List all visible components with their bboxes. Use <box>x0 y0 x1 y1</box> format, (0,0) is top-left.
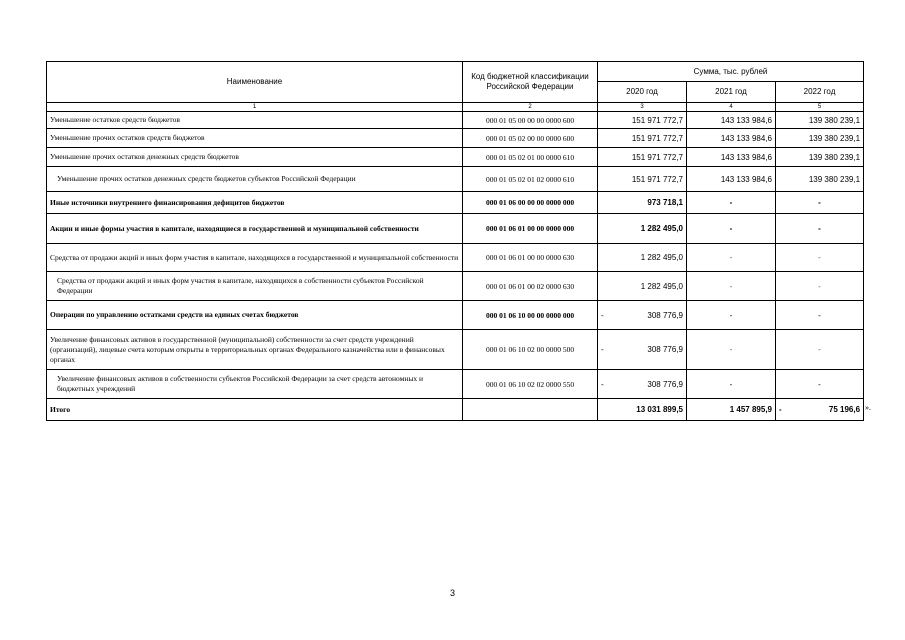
page-number: 3 <box>449 588 455 598</box>
table-row <box>47 330 864 370</box>
column-number: 1 <box>47 103 463 112</box>
column-numbers-row <box>47 103 864 112</box>
total-2020: 13 031 899,5 <box>598 399 687 421</box>
row-code: 000 01 06 10 02 00 0000 500 <box>463 330 598 370</box>
value-2022: - <box>776 330 864 370</box>
total-2022 <box>776 399 864 421</box>
row-name: Увеличение финансовых активов в собственности субъектов Российской Федерации за счет средств автономных и бюджетных учреждений <box>47 370 463 399</box>
value-2020: 1 282 495,0 <box>598 272 687 301</box>
row-code: 000 01 06 01 00 00 0000 630 <box>463 244 598 272</box>
value-2021: - <box>687 272 776 301</box>
row-code: 000 01 06 00 00 00 0000 000 <box>463 192 598 214</box>
minus-sign: - <box>601 379 604 389</box>
value-2021: 143 133 984,6 <box>687 129 776 148</box>
row-code: 000 01 05 02 00 00 0000 600 <box>463 129 598 148</box>
value-2020: 1 282 495,0 <box>598 214 687 244</box>
value-2020: 973 718,1 <box>598 192 687 214</box>
row-name: Иные источники внутреннего финансирования дефицитов бюджетов <box>47 192 463 214</box>
value-2022: - <box>776 214 864 244</box>
header-year-2022: 2022 год <box>776 82 864 103</box>
row-name: Средства от продажи акций и иных форм участия в капитале, находящихся в государственной и муниципальной собственности <box>47 244 463 272</box>
value-2022: 139 380 239,1 <box>776 129 864 148</box>
row-code: 000 01 05 02 01 00 0000 610 <box>463 148 598 167</box>
row-code: 000 01 06 01 00 02 0000 630 <box>463 272 598 301</box>
column-number: 5 <box>776 103 864 112</box>
value-2022: 139 380 239,1 <box>776 167 864 192</box>
value-2022: - <box>776 301 864 330</box>
header-year-2021: 2021 год <box>687 82 776 103</box>
header-code: Код бюджетной классификации Российской Федерации <box>463 62 598 103</box>
header-name: Наименование <box>47 62 463 103</box>
table-row <box>47 370 864 399</box>
value-2021: - <box>687 192 776 214</box>
value-number: 75 196,6 <box>828 405 861 414</box>
minus-sign: - <box>779 405 782 414</box>
total-label: Итого <box>47 399 463 421</box>
value-2020: 151 971 772,7 <box>598 129 687 148</box>
row-code: 000 01 06 10 00 00 0000 000 <box>463 301 598 330</box>
value-2020: 151 971 772,7 <box>598 148 687 167</box>
table-row <box>47 301 864 330</box>
value-2020 <box>598 370 687 399</box>
row-name: Акции и иные формы участия в капитале, находящиеся в государственной и муниципальной собственности <box>47 214 463 244</box>
value-2020: 151 971 772,7 <box>598 167 687 192</box>
row-code: 000 01 06 10 02 02 0000 550 <box>463 370 598 399</box>
header-year-2020: 2020 год <box>598 82 687 103</box>
minus-sign: - <box>601 345 604 354</box>
row-name: Средства от продажи акций и иных форм участия в капитале, находящихся в собственности субъектов Российской Федерации <box>47 272 463 301</box>
total-row <box>47 399 864 421</box>
value-2022: - <box>776 370 864 399</box>
sources-financing-table <box>46 61 864 421</box>
table-row <box>47 167 864 192</box>
value-2021: 143 133 984,6 <box>687 148 776 167</box>
value-2022: - <box>776 244 864 272</box>
value-2022: 139 380 239,1 <box>776 112 864 129</box>
table-row <box>47 129 864 148</box>
row-name: Уменьшение прочих остатков денежных средств бюджетов субъектов Российской Федерации <box>47 167 463 192</box>
value-2020 <box>598 301 687 330</box>
closing-quote-mark: ». <box>865 403 871 412</box>
minus-sign: - <box>601 310 604 320</box>
value-2021: 143 133 984,6 <box>687 167 776 192</box>
value-number: 308 776,9 <box>647 379 683 389</box>
header-sum: Сумма, тыс. рублей <box>598 62 864 82</box>
value-2020: 1 282 495,0 <box>598 244 687 272</box>
table-row <box>47 148 864 167</box>
value-2022: 139 380 239,1 <box>776 148 864 167</box>
row-name: Операции по управлению остатками средств на единых счетах бюджетов <box>47 301 463 330</box>
column-number: 2 <box>463 103 598 112</box>
table-row <box>47 192 864 214</box>
row-name: Увеличение финансовых активов в государственной (муниципальной) собственности за счет средств учреждений (организаций), лицевые счета которым открыты в территориальных органах Федерального казначейства или в финансовых органах <box>47 330 463 370</box>
value-2021: - <box>687 214 776 244</box>
column-number: 4 <box>687 103 776 112</box>
total-code <box>463 399 598 421</box>
row-name: Уменьшение остатков средств бюджетов <box>47 112 463 129</box>
row-name: Уменьшение прочих остатков денежных средств бюджетов <box>47 148 463 167</box>
row-name: Уменьшение прочих остатков средств бюджетов <box>47 129 463 148</box>
value-2022: - <box>776 272 864 301</box>
row-code: 000 01 06 01 00 00 0000 000 <box>463 214 598 244</box>
column-number: 3 <box>598 103 687 112</box>
value-2022: - <box>776 192 864 214</box>
value-2021: 143 133 984,6 <box>687 112 776 129</box>
table-row <box>47 112 864 129</box>
value-number: 308 776,9 <box>647 345 683 354</box>
row-code: 000 01 05 00 00 00 0000 600 <box>463 112 598 129</box>
value-2021: - <box>687 330 776 370</box>
table-row <box>47 272 864 301</box>
table-row <box>47 214 864 244</box>
row-code: 000 01 05 02 01 02 0000 610 <box>463 167 598 192</box>
value-2021: - <box>687 370 776 399</box>
table-row <box>47 244 864 272</box>
value-2021: - <box>687 244 776 272</box>
total-2021: 1 457 895,9 <box>687 399 776 421</box>
value-2020 <box>598 330 687 370</box>
value-2020: 151 971 772,7 <box>598 112 687 129</box>
value-2021: - <box>687 301 776 330</box>
value-number: 308 776,9 <box>647 310 683 320</box>
